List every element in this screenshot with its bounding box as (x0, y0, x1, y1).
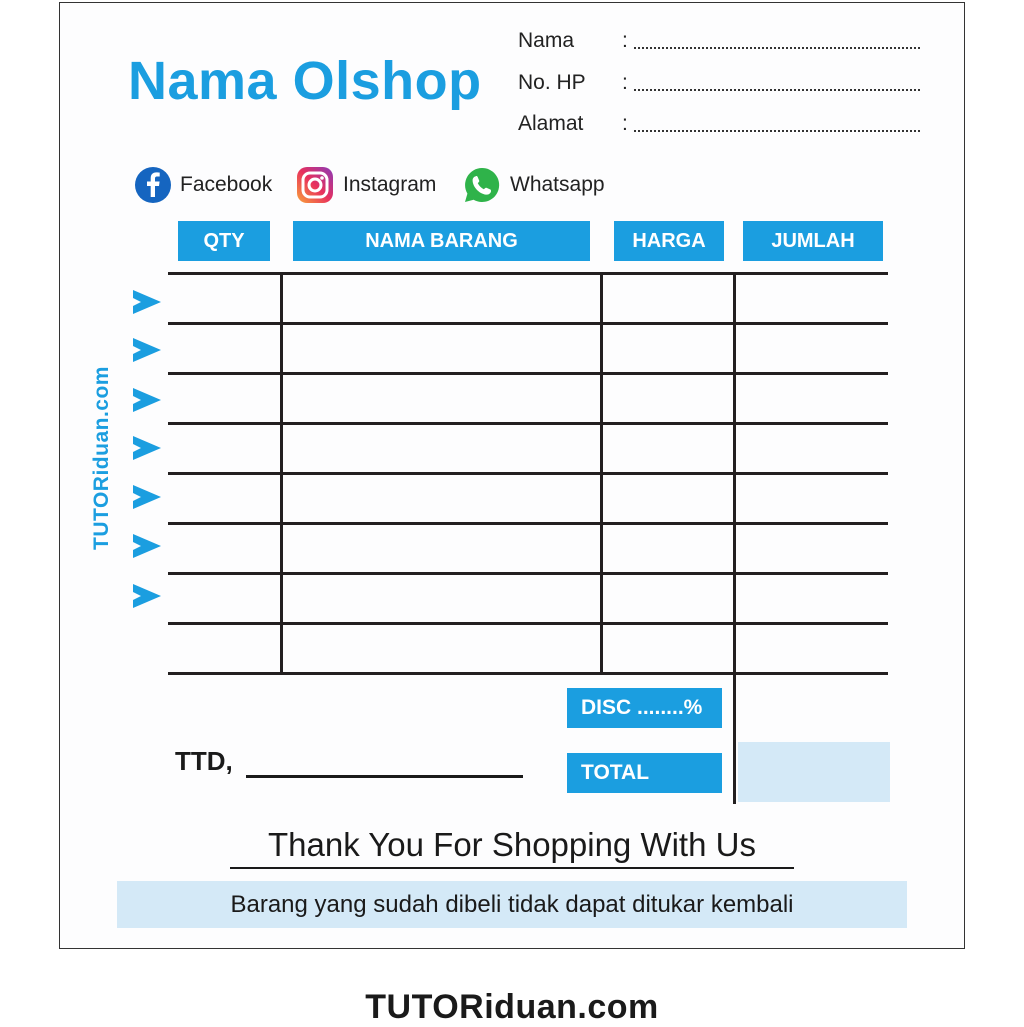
row-arrow-icon (133, 534, 161, 558)
table-row-line (168, 672, 888, 675)
column-header-jumlah: JUMLAH (743, 221, 883, 261)
table-row-line (168, 322, 888, 325)
table-row-line (168, 522, 888, 525)
field-label-alamat: Alamat (518, 112, 584, 135)
facebook-icon (134, 166, 172, 204)
social-label-whatsapp: Whatsapp (510, 173, 605, 196)
field-label-nama: Nama (518, 29, 575, 52)
bottom-brand-text: TUTORiduan.com (365, 988, 659, 1026)
notice-text: Barang yang sudah dibeli tidak dapat ditukar kembali (230, 890, 794, 918)
field-hp-line[interactable] (634, 89, 920, 91)
field-nama-line[interactable] (634, 47, 920, 49)
column-header-nama-barang: NAMA BARANG (293, 221, 590, 261)
disc-label: DISC ........% (567, 688, 722, 728)
field-colon: : (622, 29, 628, 52)
instagram-icon (295, 165, 335, 205)
table-row-line (168, 422, 888, 425)
table-row-line (168, 472, 888, 475)
table-row-line (168, 622, 888, 625)
side-brand-text: TUTORiduan.com (90, 366, 113, 550)
column-divider (280, 272, 283, 675)
social-label-instagram: Instagram (343, 173, 437, 196)
table-row-line (168, 272, 888, 275)
notice-band (117, 881, 907, 928)
field-colon: : (622, 112, 628, 135)
social-whatsapp (462, 165, 605, 205)
receipt-card (59, 2, 965, 949)
signature-label: TTD, (175, 746, 233, 776)
column-header-harga: HARGA (614, 221, 724, 261)
field-colon: : (622, 71, 628, 94)
social-label-facebook: Facebook (180, 173, 273, 196)
table-row-line (168, 572, 888, 575)
total-label: TOTAL (567, 753, 722, 793)
signature-line[interactable] (246, 775, 523, 778)
column-header-qty: QTY (178, 221, 270, 261)
field-alamat-line[interactable] (634, 130, 920, 132)
column-divider (733, 272, 736, 804)
shop-name: Nama Olshop (128, 51, 482, 111)
thank-you-text: Thank You For Shopping With Us (268, 826, 756, 863)
table-row-line (168, 372, 888, 375)
row-arrow-icon (133, 584, 161, 608)
thank-you-underline (230, 867, 794, 869)
column-divider (600, 272, 603, 675)
social-facebook (134, 165, 272, 205)
row-arrow-icon (133, 485, 161, 509)
whatsapp-icon (462, 165, 502, 205)
total-value-cell[interactable] (738, 742, 890, 802)
field-label-hp: No. HP (518, 71, 586, 94)
row-arrow-icon (133, 290, 161, 314)
row-arrow-icon (133, 388, 161, 412)
row-arrow-icon (133, 338, 161, 362)
social-instagram (295, 165, 436, 205)
row-arrow-icon (133, 436, 161, 460)
